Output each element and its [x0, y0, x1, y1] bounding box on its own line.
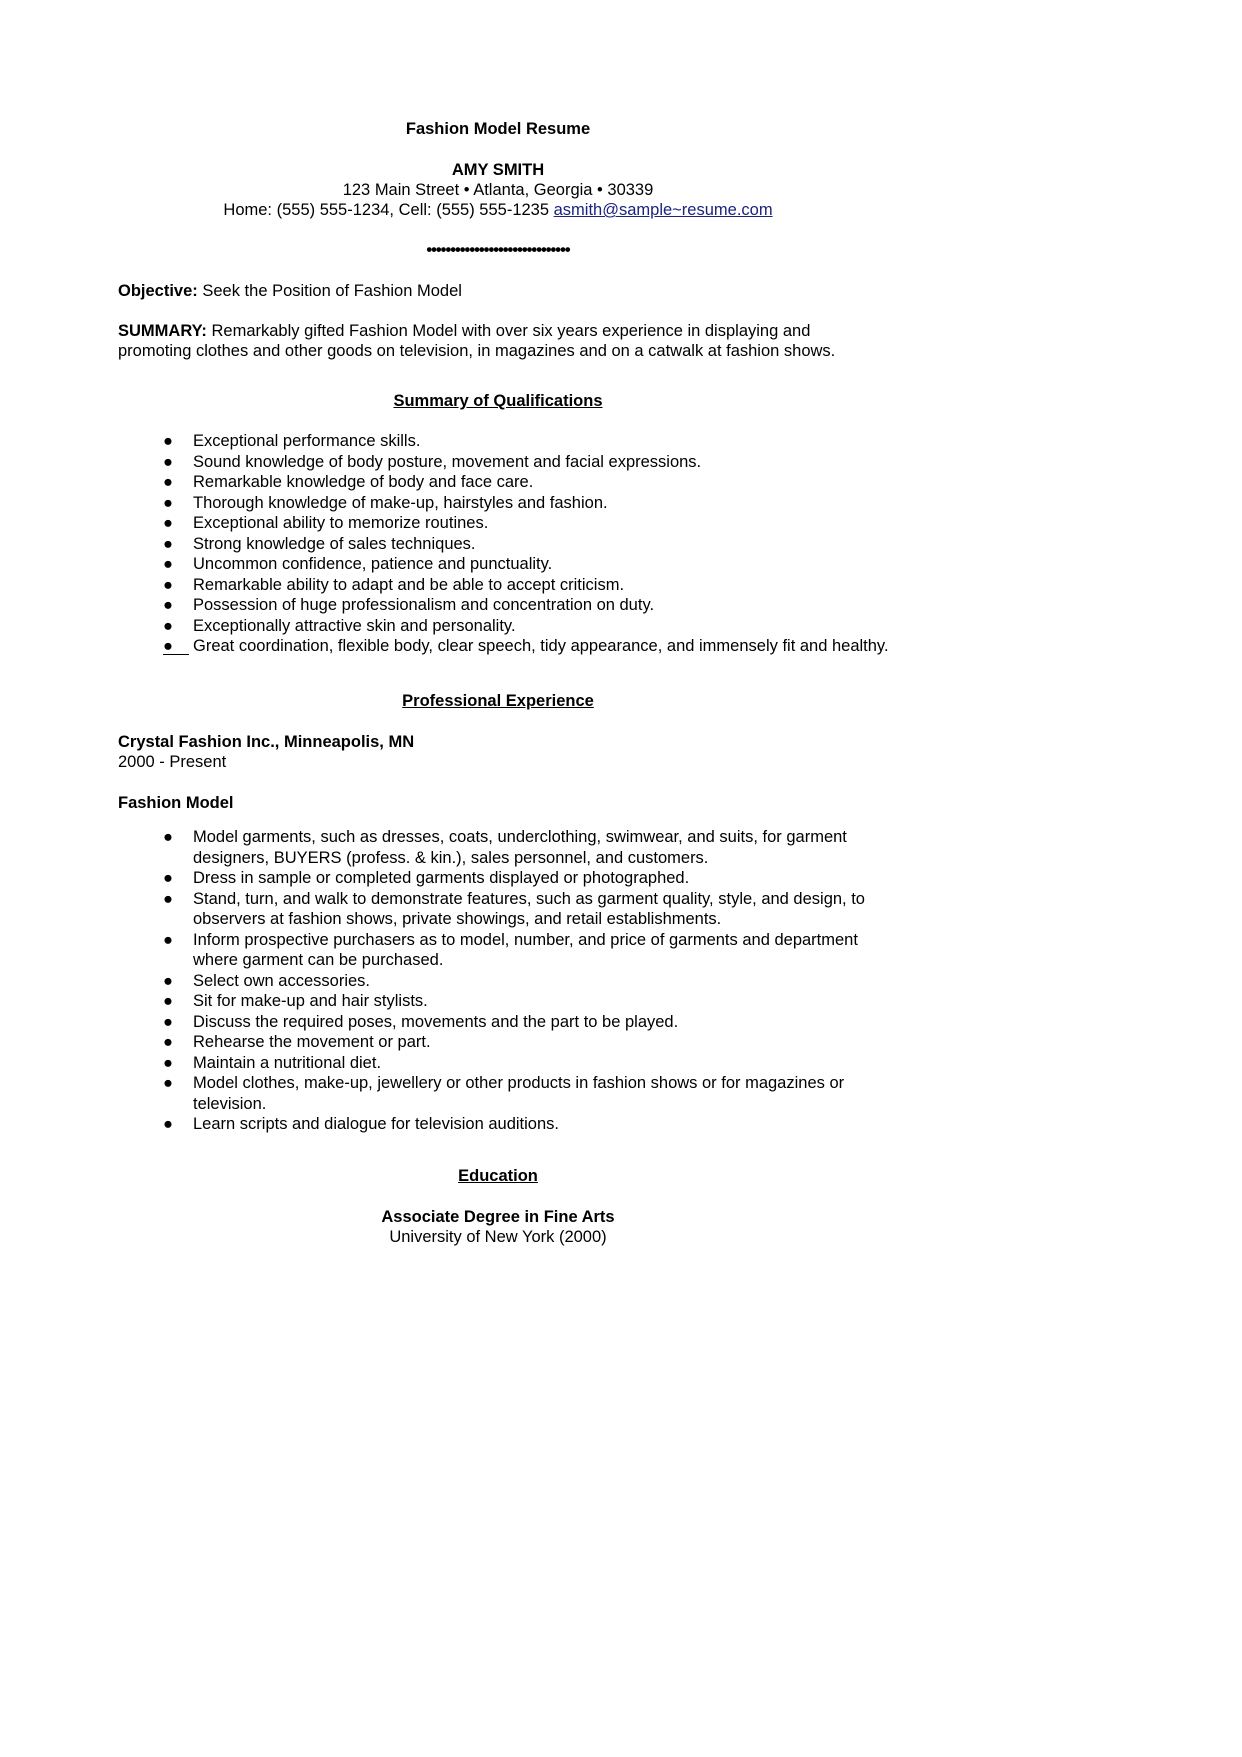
- duty-text: Maintain a nutritional diet.: [193, 1053, 382, 1072]
- company-name: Crystal Fashion Inc., Minneapolis, MN: [118, 733, 415, 751]
- list-item: [118, 930, 898, 971]
- experience-list: [118, 827, 898, 1135]
- list-item: [118, 889, 898, 930]
- qualification-text: Remarkable knowledge of body and face care.: [193, 473, 534, 491]
- summary-label: SUMMARY:: [118, 322, 207, 340]
- school-name: University of New York (2000): [389, 1228, 607, 1246]
- bullet-icon: ●: [163, 493, 173, 512]
- list-item: [118, 493, 898, 514]
- list-item: [118, 1053, 898, 1074]
- qualification-text: Great coordination, flexible body, clear speech, tidy appearance, and immensely fit and healthy.: [193, 637, 889, 655]
- bullet-icon: ●: [163, 636, 189, 655]
- bullet-icon: ●: [163, 555, 173, 573]
- list-item: [118, 971, 898, 992]
- bullet-icon: ●: [163, 452, 173, 471]
- bullet-icon: ●: [163, 1053, 173, 1072]
- qualifications-list: [118, 431, 898, 657]
- employment-dates: 2000 - Present: [118, 753, 227, 771]
- objective-label: Objective:: [118, 282, 198, 300]
- qualification-text: Exceptionally attractive skin and personality.: [193, 616, 516, 635]
- bullet-icon: ●: [163, 432, 173, 450]
- duty-text: Stand, turn, and walk to demonstrate features, such as garment quality, style, and design, to observers at fashion shows, private showings, and retail establishments.: [193, 889, 865, 928]
- list-item: [118, 472, 898, 493]
- list-item: [118, 868, 898, 889]
- list-item: [118, 1032, 898, 1053]
- bullet-icon: ●: [163, 828, 173, 846]
- bullet-icon: ●: [163, 992, 173, 1010]
- candidate-name: AMY SMITH: [451, 161, 545, 179]
- divider-dots: ••••••••••••••••••••••••••••••: [426, 241, 570, 259]
- duty-text: Inform prospective purchasers as to model, number, and price of garments and department where garment can be purchased.: [193, 930, 858, 969]
- duty-text: Model garments, such as dresses, coats, underclothing, swimwear, and suits, for garment designers, BUYERS (profess. & kin.), sales personnel, and customers.: [193, 828, 847, 867]
- bullet-icon: ●: [163, 514, 173, 532]
- document-title: Fashion Model Resume: [405, 120, 591, 138]
- bullet-icon: ●: [163, 1074, 173, 1092]
- contact-line: [118, 200, 878, 221]
- email-link[interactable]: asmith@sample~resume.com: [553, 201, 773, 219]
- list-item: [118, 554, 898, 575]
- duty-text: Select own accessories.: [193, 971, 370, 990]
- job-title: Fashion Model: [118, 794, 234, 812]
- summary-text-1: Remarkably gifted Fashion Model with over six years experience in displaying and: [206, 322, 811, 340]
- bullet-icon: ●: [163, 1012, 173, 1031]
- list-item: [118, 452, 898, 473]
- qualification-text: Strong knowledge of sales techniques.: [193, 534, 476, 553]
- bullet-icon: ●: [163, 1115, 173, 1133]
- duty-text: Learn scripts and dialogue for television auditions.: [193, 1115, 559, 1133]
- bullet-icon: ●: [163, 575, 173, 594]
- duty-text: Model clothes, make-up, jewellery or other products in fashion shows or for magazines or television.: [193, 1074, 845, 1113]
- bullet-icon: ●: [163, 1033, 173, 1051]
- bullet-icon: ●: [163, 596, 173, 614]
- qualifications-heading: Summary of Qualifications: [393, 392, 603, 410]
- bullet-icon: ●: [163, 889, 173, 908]
- qualification-text: Sound knowledge of body posture, movement and facial expressions.: [193, 452, 702, 471]
- qualification-text: Remarkable ability to adapt and be able to accept criticism.: [193, 575, 625, 594]
- bullet-icon: ●: [163, 971, 173, 990]
- qualification-text: Exceptional ability to memorize routines.: [193, 514, 489, 532]
- qualification-text: Thorough knowledge of make-up, hairstyles and fashion.: [193, 493, 608, 512]
- objective-text: Seek the Position of Fashion Model: [197, 282, 462, 300]
- objective-line: [118, 281, 878, 302]
- list-item: [118, 1012, 898, 1033]
- list-item: [118, 534, 898, 555]
- list-item: [118, 991, 898, 1012]
- list-item: [118, 827, 898, 868]
- summary-line-1: [118, 321, 878, 342]
- degree-title: Associate Degree in Fine Arts: [381, 1208, 615, 1226]
- qualification-text: Uncommon confidence, patience and punctuality.: [193, 555, 553, 573]
- bullet-icon: ●: [163, 869, 173, 887]
- duty-text: Rehearse the movement or part.: [193, 1033, 431, 1051]
- list-item: [118, 431, 898, 452]
- experience-heading: Professional Experience: [402, 692, 594, 710]
- list-item: [118, 575, 898, 596]
- summary-line-2: promoting clothes and other goods on television, in magazines and on a catwalk at fashion shows.: [118, 342, 836, 360]
- phone-numbers: Home: (555) 555-1234, Cell: (555) 555-1235: [223, 201, 554, 219]
- qualification-text: Possession of huge professionalism and concentration on duty.: [193, 596, 655, 614]
- education-heading: Education: [458, 1167, 538, 1185]
- list-item: [118, 1114, 898, 1135]
- bullet-icon: ●: [163, 616, 173, 635]
- bullet-icon: ●: [163, 930, 173, 949]
- list-item: [118, 636, 898, 657]
- bullet-icon: ●: [163, 473, 173, 491]
- list-item: [118, 616, 898, 637]
- address-line: 123 Main Street • Atlanta, Georgia • 30339: [342, 181, 654, 199]
- bullet-icon: ●: [163, 534, 173, 553]
- duty-text: Discuss the required poses, movements and the part to be played.: [193, 1012, 679, 1031]
- list-item: [118, 1073, 898, 1114]
- qualification-text: Exceptional performance skills.: [193, 432, 421, 450]
- list-item: [118, 513, 898, 534]
- list-item: [118, 595, 898, 616]
- duty-text: Dress in sample or completed garments displayed or photographed.: [193, 869, 690, 887]
- duty-text: Sit for make-up and hair stylists.: [193, 992, 428, 1010]
